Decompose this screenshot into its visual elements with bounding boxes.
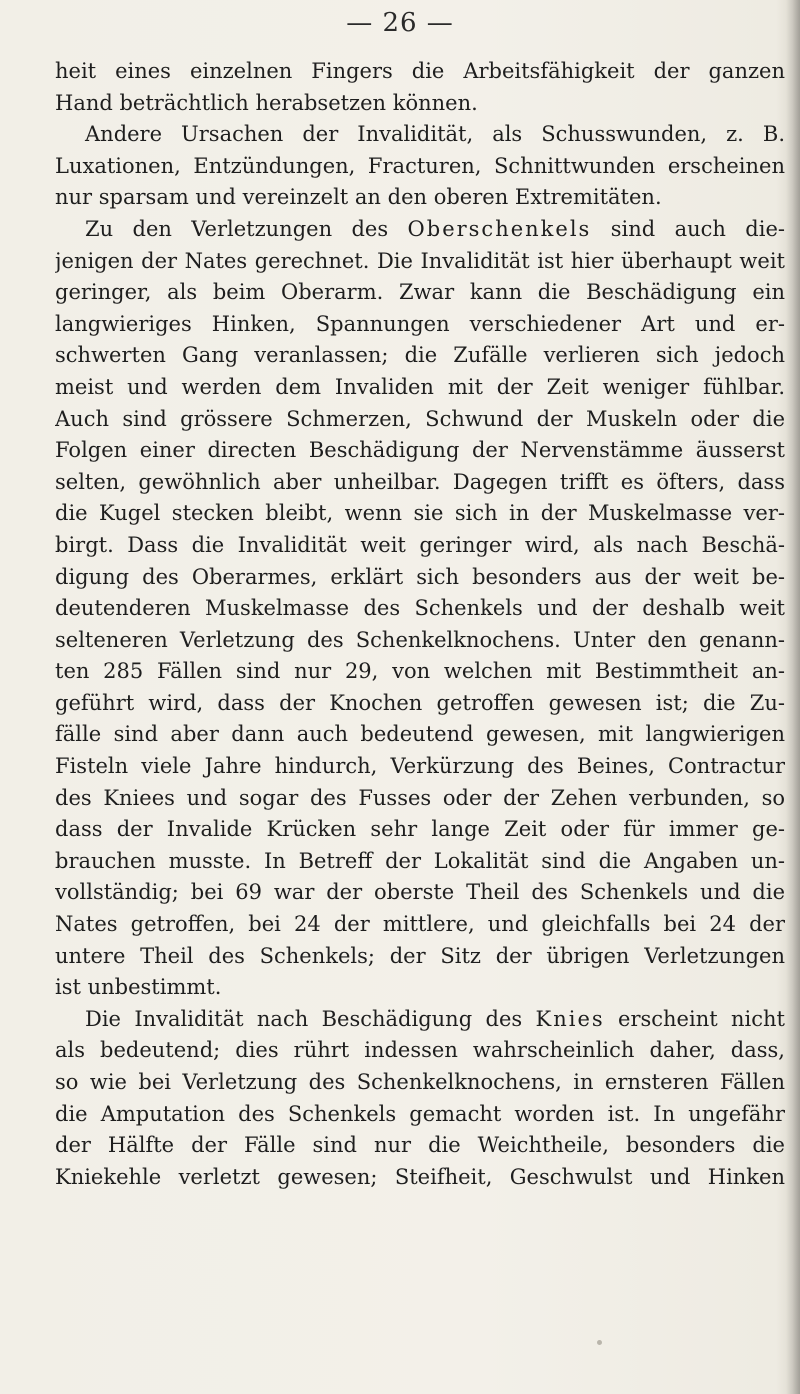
text-run: erscheint nicht <box>604 1006 785 1031</box>
text-line: ten 285 Fällen sind nur 29, von welchen mit Bestimmtheit an- <box>55 659 785 684</box>
text-line: vollständig; bei 69 war der oberste Theil des Schenkels und die <box>55 880 785 905</box>
text-line: meist und werden dem Invaliden mit der Zeit weniger fühlbar. <box>55 374 785 399</box>
text-line: digung des Oberarmes, erklärt sich besonders aus der weit be- <box>55 564 785 589</box>
paper-speck <box>597 1340 602 1345</box>
page-number: — 26 — <box>346 8 454 38</box>
text-line: so wie bei Verletzung des Schenkelknochens, in ernsteren Fällen <box>55 1070 785 1094</box>
page-edge-shadow <box>786 0 800 1394</box>
text-line: die Amputation des Schenkels gemacht worden ist. In ungefähr <box>55 1101 785 1126</box>
text-line: dass der Invalide Krücken sehr lange Zeit oder für immer ge- <box>55 817 785 842</box>
text-run: sind auch die- <box>591 216 785 241</box>
text-line: ist unbestimmt. <box>55 975 222 1000</box>
text-line: selteneren Verletzung des Schenkelknochens. Unter den genann- <box>55 627 785 652</box>
text-line: Fisteln viele Jahre hindurch, Verkürzung des Beines, Contractur <box>55 754 785 779</box>
text-line: selten, gewöhnlich aber unheilbar. Dagegen trifft es öfters, dass <box>55 469 785 494</box>
text-line: Folgen einer directen Beschädigung der Nervenstämme äusserst <box>55 438 785 463</box>
text-line: des Kniees und sogar des Fusses oder der Zehen verbunden, so <box>55 785 785 810</box>
text-run: Zu den Verletzungen des <box>85 216 408 241</box>
text-line <box>55 214 785 246</box>
text-line: als bedeutend; dies rührt indessen wahrscheinlich daher, dass, <box>55 1038 785 1063</box>
text-line: untere Theil des Schenkels; der Sitz der übrigen Verletzungen <box>55 943 785 968</box>
text-line: Hand beträchtlich herabsetzen können. <box>55 90 478 115</box>
text-line: heit eines einzelnen Fingers die Arbeitsfähigkeit der ganzen <box>55 59 785 83</box>
text-line: geringer, als beim Oberarm. Zwar kann die Beschädigung ein <box>55 280 785 305</box>
text-line: langwieriges Hinken, Spannungen verschiedener Art und er- <box>55 311 785 336</box>
emphasized-term: Oberschenkels <box>407 216 592 241</box>
text-run: Die Invalidität nach Beschädigung des <box>85 1006 536 1031</box>
text-line <box>55 1004 785 1036</box>
text-line: nur sparsam und vereinzelt an den oberen Extremitäten. <box>55 185 662 210</box>
text-line: Luxationen, Entzündungen, Fracturen, Schnittwunden erscheinen <box>55 153 785 178</box>
text-line: deutenderen Muskelmasse des Schenkels und der deshalb weit <box>55 596 785 621</box>
emphasized-term: Knies <box>535 1006 605 1031</box>
text-line: brauchen musste. In Betreff der Lokalität sind die Angaben un- <box>55 848 785 873</box>
text-line: geführt wird, dass der Knochen getroffen gewesen ist; die Zu- <box>55 690 785 715</box>
text-line: die Kugel stecken bleibt, wenn sie sich in der Muskelmasse ver- <box>55 501 785 526</box>
body-text <box>55 56 785 1193</box>
text-line: birgt. Dass die Invalidität weit geringer wird, als nach Beschä- <box>55 532 785 557</box>
text-line: Auch sind grössere Schmerzen, Schwund der Muskeln oder die <box>55 406 785 431</box>
text-line: der Hälfte der Fälle sind nur die Weichtheile, besonders die <box>55 1133 785 1158</box>
text-line: schwerten Gang veranlassen; die Zufälle verlieren sich jedoch <box>55 343 785 368</box>
text-line: Andere Ursachen der Invalidität, als Schusswunden, z. B. <box>85 122 785 147</box>
text-line: Nates getroffen, bei 24 der mittlere, und gleichfalls bei 24 der <box>55 912 785 937</box>
text-line: fälle sind aber dann auch bedeutend gewesen, mit langwierigen <box>55 722 785 747</box>
text-line: jenigen der Nates gerechnet. Die Invalidität ist hier überhaupt weit <box>55 248 785 273</box>
text-line: Kniekehle verletzt gewesen; Steifheit, Geschwulst und Hinken <box>55 1164 785 1189</box>
